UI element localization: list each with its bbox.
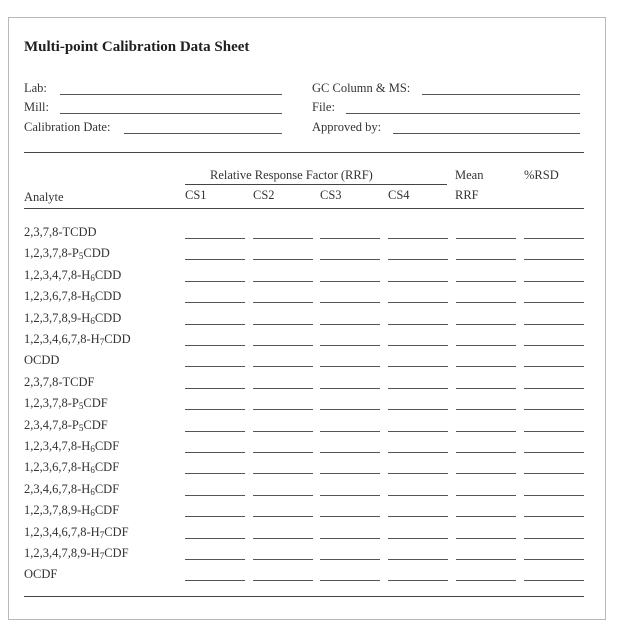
- entry-blank[interactable]: [253, 324, 313, 325]
- entry-blank[interactable]: [320, 281, 380, 282]
- sheet-title: Multi-point Calibration Data Sheet: [24, 39, 250, 55]
- analyte-name: $1,2,3,7,8,9-H_6CDD$: [24, 310, 122, 326]
- analyte-name: $2,3,4,6,7,8-H_6CDF$: [24, 481, 120, 497]
- entry-blank[interactable]: [320, 538, 380, 539]
- lab-field[interactable]: [60, 94, 282, 95]
- entry-blank[interactable]: [185, 366, 245, 367]
- entry-blank[interactable]: [388, 409, 448, 410]
- entry-blank[interactable]: [456, 238, 516, 239]
- entry-blank[interactable]: [388, 452, 448, 453]
- entry-blank[interactable]: [253, 495, 313, 496]
- entry-blank[interactable]: [185, 281, 245, 282]
- mean-label: Mean: [455, 168, 484, 182]
- entry-blank[interactable]: [388, 281, 448, 282]
- analyte-name: $1,2,3,4,6,7,8-H_7CDF$: [24, 524, 129, 540]
- rrf-group-label: Relative Response Factor (RRF): [210, 168, 373, 182]
- entry-blank[interactable]: [185, 580, 245, 581]
- entry-blank[interactable]: [320, 409, 380, 410]
- entry-blank[interactable]: [388, 238, 448, 239]
- entry-blank[interactable]: [388, 516, 448, 517]
- entry-blank[interactable]: [253, 345, 313, 346]
- entry-blank[interactable]: [185, 452, 245, 453]
- entry-blank[interactable]: [524, 366, 584, 367]
- entry-blank[interactable]: [320, 495, 380, 496]
- entry-blank[interactable]: [456, 366, 516, 367]
- approved-by-label: Approved by:: [312, 120, 382, 134]
- header-divider: [24, 152, 584, 153]
- analyte-name: $1,2,3,4,6,7,8-H_7CDD$: [24, 332, 131, 347]
- calibration-date-label: Calibration Date:: [24, 120, 111, 134]
- approved-by-field[interactable]: [393, 133, 580, 134]
- entry-blank[interactable]: [185, 409, 245, 410]
- analyte-name: $1,2,3,6,7,8-H_6CDD$: [24, 289, 122, 305]
- table-bottom-rule: [24, 596, 584, 597]
- entry-blank[interactable]: [456, 281, 516, 282]
- entry-blank[interactable]: [524, 238, 584, 239]
- entry-blank[interactable]: [456, 409, 516, 410]
- analyte-name: 2,3,7,8-TCDD: [24, 225, 97, 239]
- col-header-cs2: CS2: [253, 188, 275, 202]
- entry-blank[interactable]: [185, 538, 245, 539]
- entry-blank[interactable]: [253, 559, 313, 560]
- col-header-cs4: CS4: [388, 188, 410, 202]
- entry-blank[interactable]: [185, 559, 245, 560]
- entry-blank[interactable]: [388, 302, 448, 303]
- entry-blank[interactable]: [524, 281, 584, 282]
- analyte-name: $1,2,3,4,7,8-H_6CDD$: [24, 267, 122, 283]
- analyte-name: $2,3,4,7,8-P_5CDF$: [24, 417, 108, 433]
- entry-blank[interactable]: [524, 259, 584, 260]
- entry-blank[interactable]: [388, 388, 448, 389]
- entry-blank[interactable]: [524, 431, 584, 432]
- lab-label: Lab:: [24, 81, 47, 95]
- entry-blank[interactable]: [456, 388, 516, 389]
- entry-blank[interactable]: [524, 495, 584, 496]
- gc-column-ms-label: GC Column & MS:: [312, 81, 411, 95]
- entry-blank[interactable]: [253, 366, 313, 367]
- analyte-name: $1,2,3,4,7,8-H_6CDF$: [24, 439, 120, 454]
- file-field[interactable]: [346, 113, 580, 114]
- entry-blank[interactable]: [388, 559, 448, 560]
- entry-blank[interactable]: [253, 409, 313, 410]
- entry-blank[interactable]: [253, 452, 313, 453]
- file-label: File:: [312, 100, 335, 114]
- entry-blank[interactable]: [456, 302, 516, 303]
- entry-blank[interactable]: [524, 516, 584, 517]
- entry-blank[interactable]: [253, 538, 313, 539]
- entry-blank[interactable]: [524, 559, 584, 560]
- entry-blank[interactable]: [253, 281, 313, 282]
- entry-blank[interactable]: [185, 516, 245, 517]
- rrf-group-underline: [185, 184, 447, 185]
- mill-field[interactable]: [60, 113, 282, 114]
- entry-blank[interactable]: [524, 409, 584, 410]
- entry-blank[interactable]: [253, 431, 313, 432]
- entry-blank[interactable]: [320, 473, 380, 474]
- rrf-label: RRF: [455, 188, 479, 202]
- entry-blank[interactable]: [253, 473, 313, 474]
- entry-blank[interactable]: [456, 324, 516, 325]
- entry-blank[interactable]: [456, 431, 516, 432]
- entry-blank[interactable]: [320, 431, 380, 432]
- entry-blank[interactable]: [253, 516, 313, 517]
- entry-blank[interactable]: [388, 495, 448, 496]
- entry-blank[interactable]: [185, 259, 245, 260]
- entry-blank[interactable]: [388, 473, 448, 474]
- rsd-label: %RSD: [524, 168, 559, 182]
- entry-blank[interactable]: [388, 580, 448, 581]
- entry-blank[interactable]: [253, 238, 313, 239]
- analyte-name: OCDD: [24, 353, 60, 368]
- entry-blank[interactable]: [456, 559, 516, 560]
- analyte-name: $1,2,3,7,8,9-H_6CDF$: [24, 503, 120, 519]
- entry-blank[interactable]: [253, 580, 313, 581]
- table-header-rule: [24, 208, 584, 209]
- entry-blank[interactable]: [524, 538, 584, 539]
- entry-blank[interactable]: [388, 538, 448, 539]
- entry-blank[interactable]: [253, 302, 313, 303]
- entry-blank[interactable]: [456, 516, 516, 517]
- entry-blank[interactable]: [185, 345, 245, 346]
- entry-blank[interactable]: [524, 452, 584, 453]
- entry-blank[interactable]: [524, 580, 584, 581]
- col-header-cs1: CS1: [185, 188, 207, 202]
- entry-blank[interactable]: [320, 388, 380, 389]
- entry-blank[interactable]: [524, 302, 584, 303]
- entry-blank[interactable]: [524, 473, 584, 474]
- entry-blank[interactable]: [320, 580, 380, 581]
- mill-label: Mill:: [24, 100, 50, 114]
- analyte-name: $1,2,3,7,8-P_5CDD$: [24, 246, 110, 262]
- entry-blank[interactable]: [320, 324, 380, 325]
- entry-blank[interactable]: [185, 388, 245, 389]
- entry-blank[interactable]: [320, 302, 380, 303]
- entry-blank[interactable]: [456, 580, 516, 581]
- entry-blank[interactable]: [320, 366, 380, 367]
- entry-blank[interactable]: [320, 559, 380, 560]
- entry-blank[interactable]: [456, 259, 516, 260]
- col-header-cs3: CS3: [320, 188, 342, 202]
- entry-blank[interactable]: [388, 431, 448, 432]
- entry-blank[interactable]: [388, 345, 448, 346]
- analyte-name: $1,2,3,7,8-P_5CDF$: [24, 396, 108, 412]
- entry-blank[interactable]: [456, 473, 516, 474]
- entry-blank[interactable]: [185, 302, 245, 303]
- entry-blank[interactable]: [320, 238, 380, 239]
- entry-blank[interactable]: [320, 452, 380, 453]
- analyte-name: OCDF: [24, 567, 58, 582]
- analyte-name: $1,2,3,4,7,8,9-H_7CDF$: [24, 546, 129, 561]
- entry-blank[interactable]: [185, 473, 245, 474]
- entry-blank[interactable]: [524, 324, 584, 325]
- entry-blank[interactable]: [524, 345, 584, 346]
- entry-blank[interactable]: [456, 345, 516, 346]
- entry-blank[interactable]: [524, 388, 584, 389]
- entry-blank[interactable]: [456, 495, 516, 496]
- entry-blank[interactable]: [185, 324, 245, 325]
- entry-blank[interactable]: [320, 345, 380, 346]
- entry-blank[interactable]: [456, 452, 516, 453]
- entry-blank[interactable]: [185, 431, 245, 432]
- analyte-name: 2,3,7,8-TCDF: [24, 374, 95, 389]
- entry-blank[interactable]: [185, 495, 245, 496]
- analyte-name: $1,2,3,6,7,8-H_6CDF$: [24, 460, 120, 476]
- entry-blank[interactable]: [388, 324, 448, 325]
- entry-blank[interactable]: [253, 388, 313, 389]
- entry-blank[interactable]: [456, 538, 516, 539]
- gc-column-ms-field[interactable]: [422, 94, 580, 95]
- entry-blank[interactable]: [185, 238, 245, 239]
- entry-blank[interactable]: [320, 516, 380, 517]
- analyte-header: Analyte: [24, 190, 64, 204]
- entry-blank[interactable]: [253, 259, 313, 260]
- entry-blank[interactable]: [388, 259, 448, 260]
- entry-blank[interactable]: [320, 259, 380, 260]
- calibration-date-field[interactable]: [124, 133, 282, 134]
- entry-blank[interactable]: [388, 366, 448, 367]
